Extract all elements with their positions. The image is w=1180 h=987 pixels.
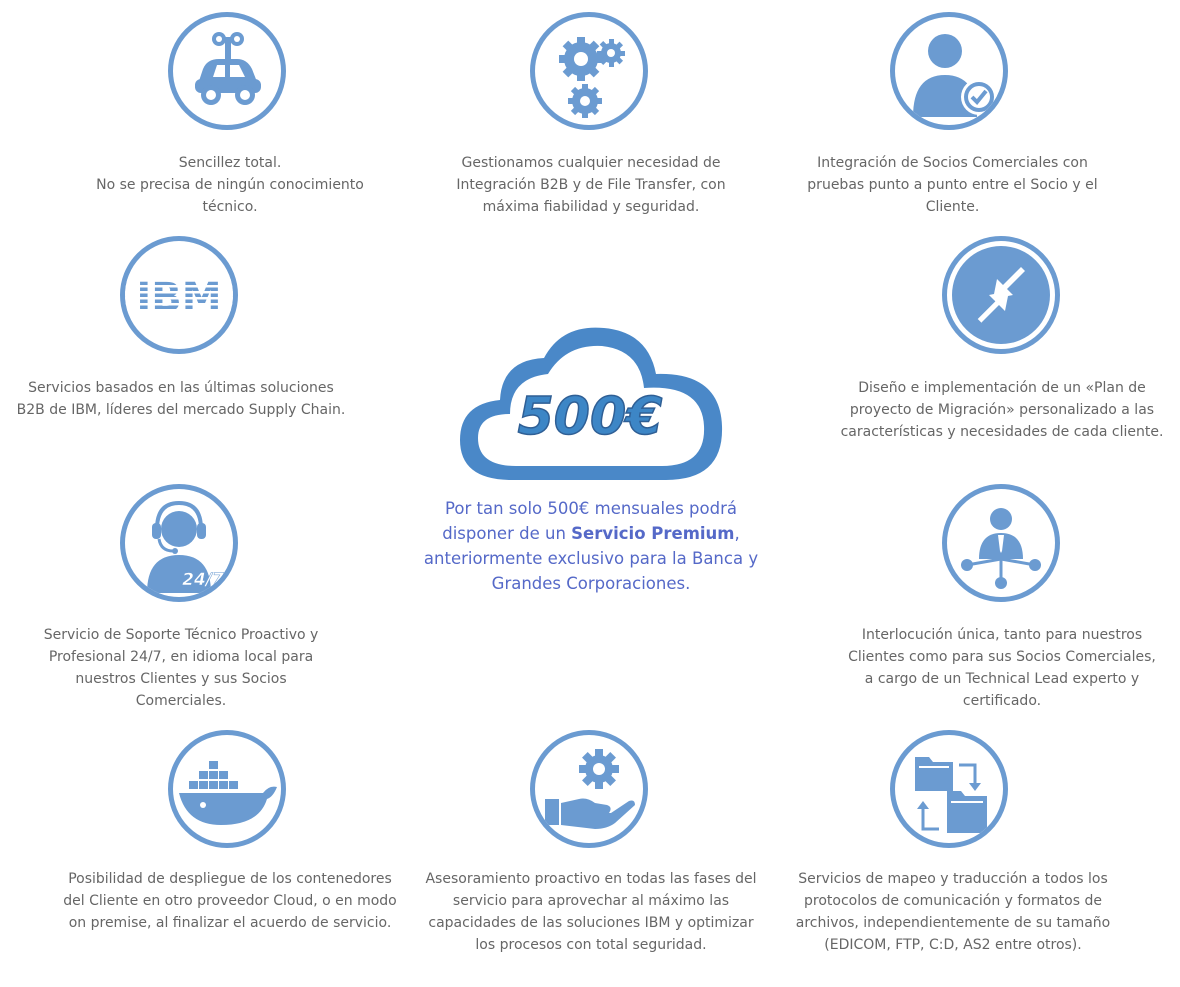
feature-caption: Servicios de mapeo y traducción a todos los protocolos de comunicación y formatos de archivos, independientemente de su tamaño (EDICOM, FTP, C:D, AS2 entre otros).: [795, 871, 1111, 953]
feature-caption: Interlocución única, tanto para nuestros Clientes como para sus Socios Comerciales, a cargo de un Technical Lead experto y certificado.: [848, 627, 1156, 709]
folders-exchange-icon: [890, 730, 1008, 848]
feature-caption: Gestionamos cualquier necesidad de Integración B2B y de File Transfer, con máxima fiabilidad y seguridad.: [456, 155, 726, 215]
feature-caption: Servicio de Soporte Técnico Proactivo y Profesional 24/7, en idioma local para nuestros Clientes y sus Socios Comerciales.: [43, 627, 319, 709]
promo-text: [408, 496, 774, 596]
feature-caption: Posibilidad de despliegue de los contenedores del Cliente en otro proveedor Cloud, o en modo on premise, al finalizar el acuerdo de servicio.: [63, 871, 397, 931]
network-person-icon: [942, 484, 1060, 602]
feature-caption: Diseño e implementación de un «Plan de proyecto de Migración» personalizado a las características y necesidades de cada cliente.: [840, 380, 1164, 440]
feature-caption: Servicios basados en las últimas soluciones B2B de IBM, líderes del mercado Supply Chain.: [16, 380, 346, 418]
cloud-icon: [452, 322, 728, 484]
feature-caption: Integración de Socios Comerciales con pruebas punto a punto entre el Socio y el Cliente.: [807, 155, 1098, 215]
svg-text:24/7: 24/7: [182, 570, 224, 590]
docker-whale-icon: [168, 730, 286, 848]
user-check-icon: [890, 12, 1008, 130]
feature-caption: Asesoramiento proactivo en todas las fases del servicio para aprovechar al máximo las capacidades de las soluciones IBM y optimizar los procesos con total seguridad.: [425, 871, 757, 953]
swap-arrows-icon: [942, 236, 1060, 354]
promo-highlight: Servicio Premium: [571, 524, 735, 543]
headset-agent-icon: [120, 484, 238, 602]
hand-gear-icon: [530, 730, 648, 848]
gears-icon: [530, 12, 648, 130]
toy-car-icon: [168, 12, 286, 130]
price-label: 500€: [517, 387, 663, 447]
promo-text-end: , anteriormente exclusivo para la Banca y Grandes Corporaciones.: [423, 524, 759, 593]
promo-text-start: Por tan solo 500€ mensuales podrá disponer de un: [442, 499, 737, 543]
feature-caption: Sencillez total. No se precisa de ningún conocimiento técnico.: [96, 155, 364, 215]
ibm-logo-icon: [120, 236, 238, 354]
